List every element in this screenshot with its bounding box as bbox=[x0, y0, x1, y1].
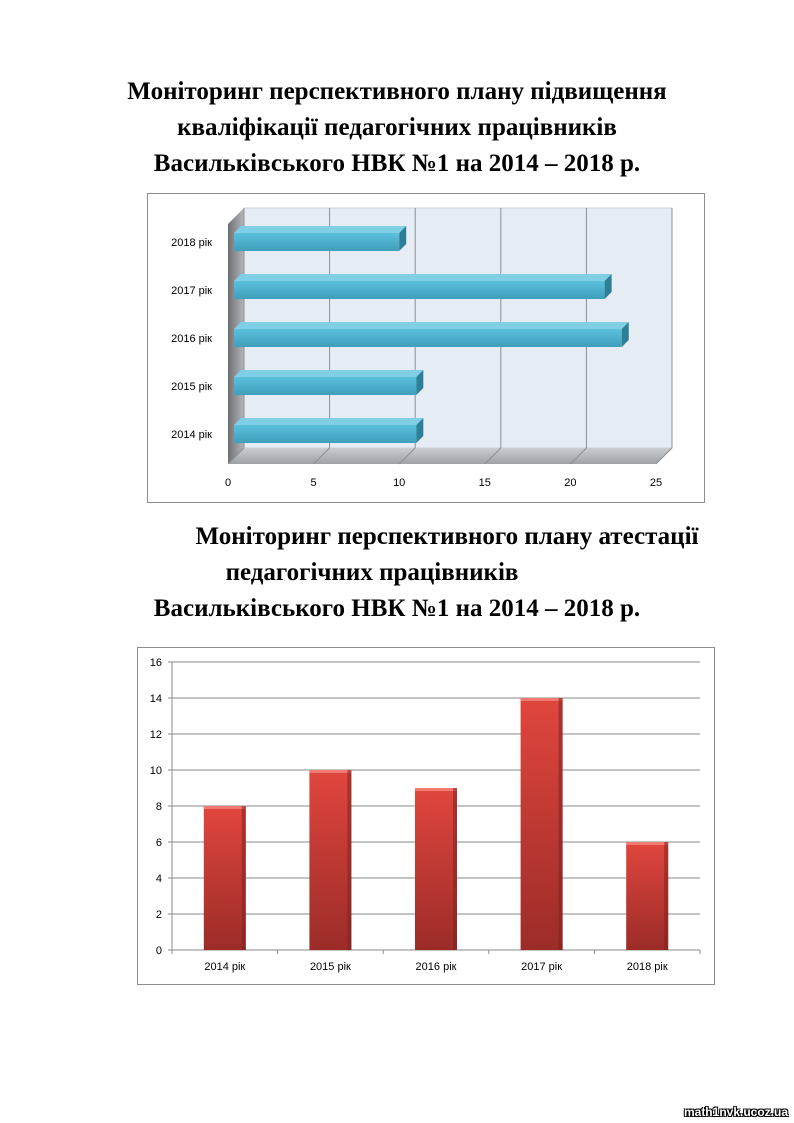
chart2-bar-shade bbox=[242, 806, 246, 950]
chart2-category-label: 2018 рік bbox=[626, 961, 668, 973]
chart1-bar-front bbox=[234, 377, 416, 395]
chart2-y-tick-label: 10 bbox=[149, 765, 162, 777]
chart1-category-label: 2017 рік bbox=[171, 285, 212, 297]
chart1-x-tick-label: 20 bbox=[564, 477, 577, 489]
chart2-y-tick-label: 8 bbox=[155, 801, 162, 813]
chart1-category-label: 2015 рік bbox=[171, 381, 212, 393]
chart2-bar-front bbox=[415, 788, 457, 950]
chart2-bar-front bbox=[521, 698, 563, 950]
chart2-bar bbox=[309, 770, 351, 950]
chart2-bar bbox=[521, 698, 563, 950]
chart2-y-tick-label: 12 bbox=[149, 729, 162, 741]
chart2-bar bbox=[204, 806, 246, 950]
chart2-bar bbox=[415, 788, 457, 950]
chart1-bar-front bbox=[234, 281, 605, 299]
chart2-title-line: педагогічних працівників bbox=[225, 559, 519, 586]
chart1-bar-top bbox=[234, 274, 612, 281]
chart1-category-label: 2014 рік bbox=[171, 429, 212, 441]
chart2-bar-shade bbox=[664, 842, 668, 950]
chart2-y-tick-label: 16 bbox=[149, 657, 162, 669]
chart2-bar-shade bbox=[347, 770, 351, 950]
chart1-bar-top bbox=[234, 418, 423, 425]
chart1-bar-top bbox=[234, 322, 629, 329]
chart2-category-label: 2014 рік bbox=[204, 961, 246, 973]
chart1-x-tick-label: 5 bbox=[310, 477, 317, 489]
chart2-title-line: Моніторинг перспективного плану атестації bbox=[195, 523, 699, 550]
chart2-bar-front bbox=[204, 806, 246, 950]
chart1-frame bbox=[147, 193, 705, 503]
chart2-bar-top-highlight bbox=[204, 806, 246, 809]
chart1-category-label: 2018 рік bbox=[171, 237, 212, 249]
chart2-y-tick-label: 14 bbox=[149, 693, 162, 705]
chart2-bar-front bbox=[309, 770, 351, 950]
chart1-x-tick-label: 15 bbox=[478, 477, 491, 489]
chart2-bar-top-highlight bbox=[309, 770, 351, 773]
chart1-title bbox=[0, 74, 794, 182]
chart1-title-line: Васильківського НВК №1 на 2014 – 2018 р. bbox=[153, 150, 641, 177]
chart2-bars bbox=[204, 698, 668, 950]
chart2-category-label: 2017 рік bbox=[521, 961, 563, 973]
chart2-category-label: 2015 рік bbox=[309, 961, 351, 973]
chart1-title-line: Моніторинг перспективного плану підвищення bbox=[127, 78, 667, 105]
chart1-bar bbox=[234, 274, 612, 299]
chart2-svg bbox=[138, 648, 714, 984]
chart2-bar-shade bbox=[453, 788, 457, 950]
chart2-bar-top-highlight bbox=[415, 788, 457, 791]
chart2-frame bbox=[137, 647, 715, 985]
chart1-floor bbox=[228, 448, 672, 464]
chart2-title-line: Васильківського НВК №1 на 2014 – 2018 р. bbox=[153, 595, 641, 622]
chart1-bar-front bbox=[234, 329, 622, 347]
chart1-title-line: кваліфікації педагогічних працівників bbox=[177, 114, 617, 141]
chart1-svg bbox=[148, 194, 704, 502]
watermark-text: math1nvk.ucoz.ua bbox=[683, 1105, 788, 1119]
chart1-bar bbox=[234, 418, 423, 443]
chart2-y-tick-label: 6 bbox=[155, 837, 162, 849]
chart1-category-label: 2016 рік bbox=[171, 333, 212, 345]
chart2-bar-top-highlight bbox=[521, 698, 563, 701]
chart2-title bbox=[0, 519, 794, 627]
chart1-bar bbox=[234, 370, 423, 395]
chart1-bar-front bbox=[234, 233, 399, 251]
chart2-bar bbox=[626, 842, 668, 950]
chart1-bar-top bbox=[234, 226, 406, 233]
chart2-bar-shade bbox=[559, 698, 563, 950]
chart2-y-tick-label: 0 bbox=[155, 945, 162, 957]
chart1-bar-top bbox=[234, 370, 423, 377]
chart1-bar-front bbox=[234, 425, 416, 443]
chart1-x-tick-label: 0 bbox=[224, 477, 232, 489]
chart1-x-tick-label: 10 bbox=[393, 477, 406, 489]
chart2-y-tick-label: 4 bbox=[155, 873, 162, 885]
chart1-bar bbox=[234, 322, 629, 347]
chart2-bar-top-highlight bbox=[626, 842, 668, 845]
chart1-x-tick-label: 25 bbox=[649, 477, 663, 489]
chart2-category-label: 2016 рік bbox=[415, 961, 457, 973]
chart2-bar-front bbox=[626, 842, 668, 950]
chart2-y-tick-label: 2 bbox=[155, 909, 162, 921]
chart1-bar bbox=[234, 226, 406, 251]
